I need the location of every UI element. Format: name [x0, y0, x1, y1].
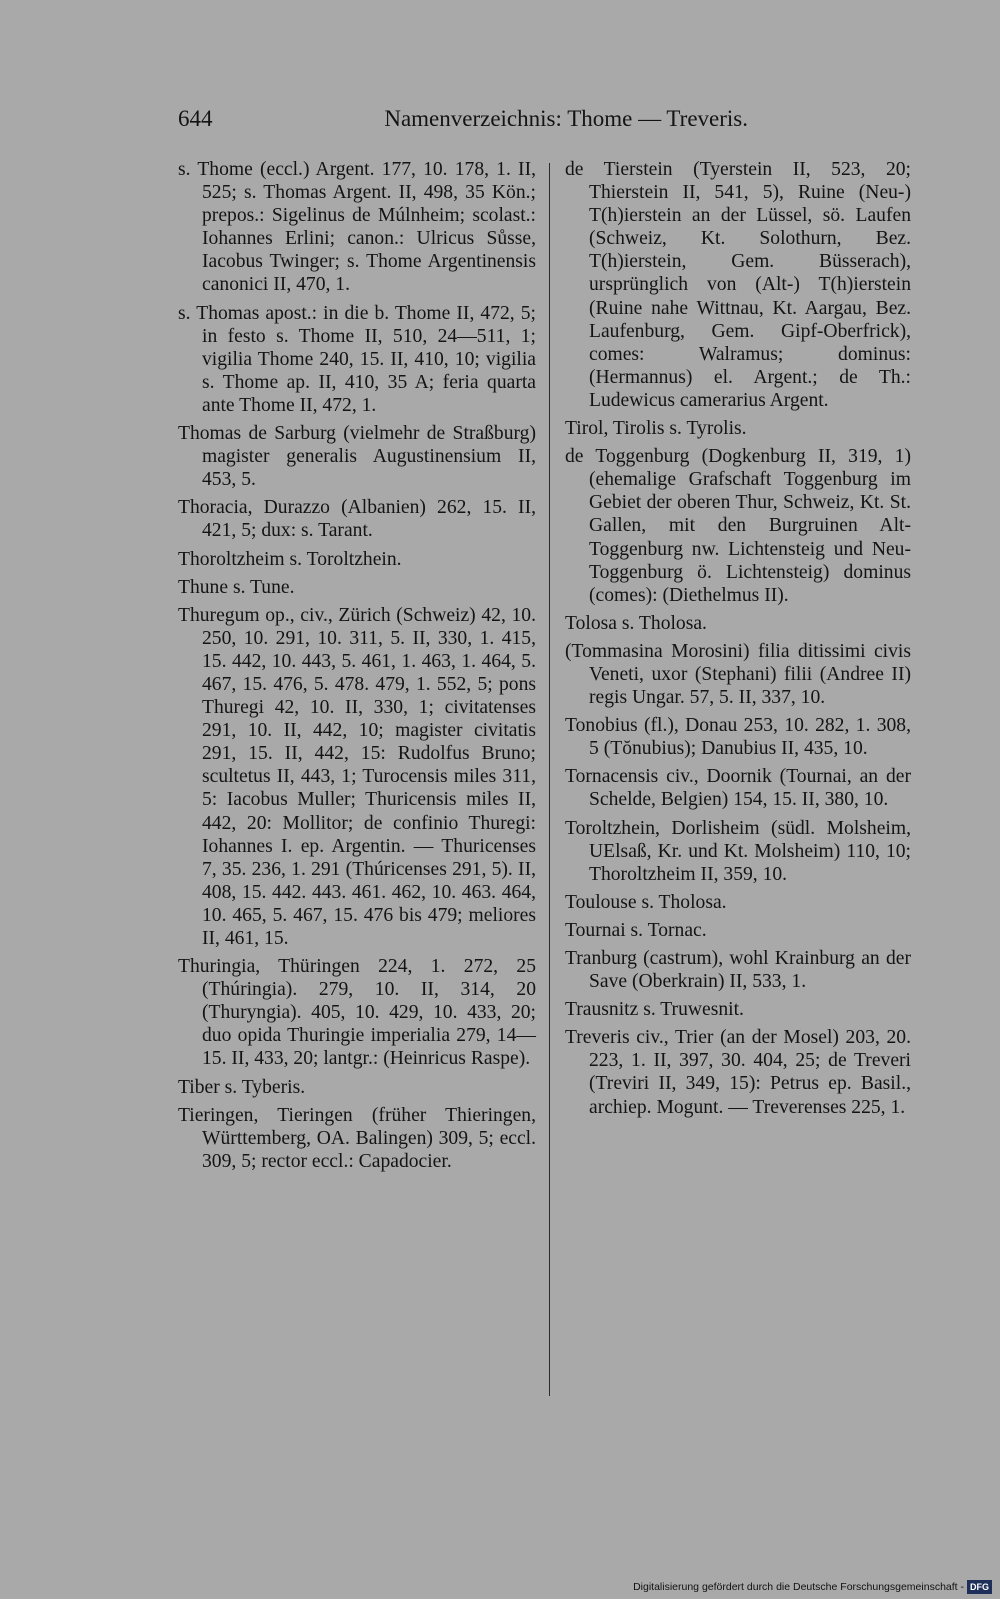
index-entry: Toulouse s. Tholosa. [565, 891, 727, 913]
index-entry: Thuregum op., civ., Zürich (Schweiz) 42, 10. 250, 10. 291, 10. 311, 5. II, 330, 1. 415, 15. 442, 10. 443, 5. 461, 1. 463, 1. 464, 5. 467, 15. 476, 5. 478. 479, 1. 552, 5; pons Thuregi 42, 10. II, 330, 1; civitatenses 291, 10. II, 442, 10; magister civitatis 291, 15. II, 442, 15: Rudolfus Bruno; scultetus II, 443, 1; Turocensis miles 311, 5: Iacobus Muller; Thuricensis miles II, 442, 20: Mollitor; de confinio Thuregi: Iohannes I. ep. Argentin. — Thuricenses 7, 35. 236, 1. 291 (Thúricenses 291, 5). II, 408, 15. 442. 443. 461. 462, 10. 463. 464, 10. 465, 5. 467, 15. 476 bis 479; meliores II, 461, 15. [178, 604, 536, 949]
index-entry: Thuringia, Thüringen 224, 1. 272, 25 (Thúringia). 279, 10. II, 314, 20 (Thuryngia). 405, 10. 429, 10. 433, 20; duo opida Thuringie imperialia 279, 14—15. II, 433, 20; lantgr.: (Heinricus Raspe). [178, 956, 536, 1070]
index-entry: Tonobius (fl.), Donau 253, 10. 282, 1. 308, 5 (Tŏnubius); Danubius II, 435, 10. [565, 715, 911, 760]
index-entry: (Tommasina Morosini) filia ditissimi civis Veneti, uxor (Stephani) filii (Andree II) regis Ungar. 57, 5. II, 337, 10. [565, 640, 911, 709]
page-number: 644 [178, 106, 213, 131]
page-header [178, 106, 748, 140]
index-entry: Thoracia, Durazzo (Albanien) 262, 15. II, 421, 5; dux: s. Tarant. [178, 497, 536, 542]
funding-footer [633, 1579, 992, 1595]
index-entry: Tirol, Tirolis s. Tyrolis. [565, 418, 747, 440]
index-entry: Treveris civ., Trier (an der Mosel) 203, 20. 223, 1. II, 397, 30. 404, 25; de Treveri (Treviri II, 349, 15): Petrus ep. Basil., archiep. Mogunt. — Treverenses 225, 1. [565, 1027, 911, 1118]
dfg-logo: DFG [967, 1580, 992, 1594]
right-column [565, 158, 911, 1124]
index-entry: Tournai s. Tornac. [565, 919, 707, 941]
index-entry: Toroltzhein, Dorlisheim (südl. Molsheim, UElsaß, Kr. und Kt. Molsheim) 110, 10; Thoroltzheim II, 359, 10. [565, 817, 911, 885]
left-column [178, 158, 536, 1178]
index-entry: s. Thomas apost.: in die b. Thome II, 472, 5; in festo s. Thome II, 510, 24—511, 1; vigilia Thome 240, 15. II, 410, 10; vigilia s. Thome ap. II, 410, 35 A; feria quarta ante Thome II, 472, 1. [178, 302, 536, 416]
column-divider [549, 163, 550, 1396]
index-entry: s. Thome (eccl.) Argent. 177, 10. 178, 1. II, 525; s. Thomas Argent. II, 498, 35 Kön.; prepos.: Sigelinus de Múlnheim; scolast.: Iohannes Erlini; canon.: Ulricus Sůsse, Iacobus Twinger; s. Thome Argentinensis canonici II, 470, 1. [178, 159, 536, 296]
index-entry: Tieringen, Tieringen (früher Thieringen, Württemberg, OA. Balingen) 309, 5; eccl. 309, 5; rector eccl.: Capadocier. [178, 1104, 536, 1172]
index-entry: Tornacensis civ., Doornik (Tournai, an der Schelde, Belgien) 154, 15. II, 380, 10. [565, 766, 911, 811]
footer-text: Digitalisierung gefördert durch die Deutsche Forschungsgemeinschaft - [633, 1581, 964, 1593]
index-entry: de Toggenburg (Dogkenburg II, 319, 1) (ehemalige Grafschaft Toggenburg im Gebiet der oberen Thur, Schweiz, Kt. St. Gallen, mit den Burgruinen Alt-Toggenburg nw. Lichtensteig und Neu-Toggenburg ö. Lichtensteig) dominus (comes): (Diethelmus II). [565, 446, 911, 606]
index-entry: Trausnitz s. Truwesnit. [565, 999, 744, 1021]
index-entry: Thomas de Sarburg (vielmehr de Straßburg) magister generalis Augustinensium II, 453, 5. [178, 423, 536, 491]
index-entry: de Tierstein (Tyerstein II, 523, 20; Thierstein II, 541, 5), Ruine (Neu-) T(h)ierstein an der Lüssel, sö. Laufen (Schweiz, Kt. Solothurn, Bez. T(h)ierstein, Gem. Büsserach), ursprünglich von (Alt-) T(h)ierstein (Ruine nahe Wittnau, Kt. Aargau, Bez. Laufenburg, Gem. Gipf-Oberfrick), comes: Walramus; dominus: (Hermannus) el. Argent.; de Th.: Ludewicus camerarius Argent. [565, 159, 911, 411]
index-entry: Thune s. Tune. [178, 576, 295, 598]
index-entry: Tranburg (castrum), wohl Krainburg an der Save (Oberkrain) II, 533, 1. [565, 948, 911, 993]
index-entry: Tiber s. Tyberis. [178, 1076, 306, 1098]
running-title: Namenverzeichnis: Thome — Treveris. [384, 106, 748, 131]
index-entry: Tolosa s. Tholosa. [565, 612, 707, 634]
index-entry: Thoroltzheim s. Toroltzhein. [178, 548, 402, 570]
